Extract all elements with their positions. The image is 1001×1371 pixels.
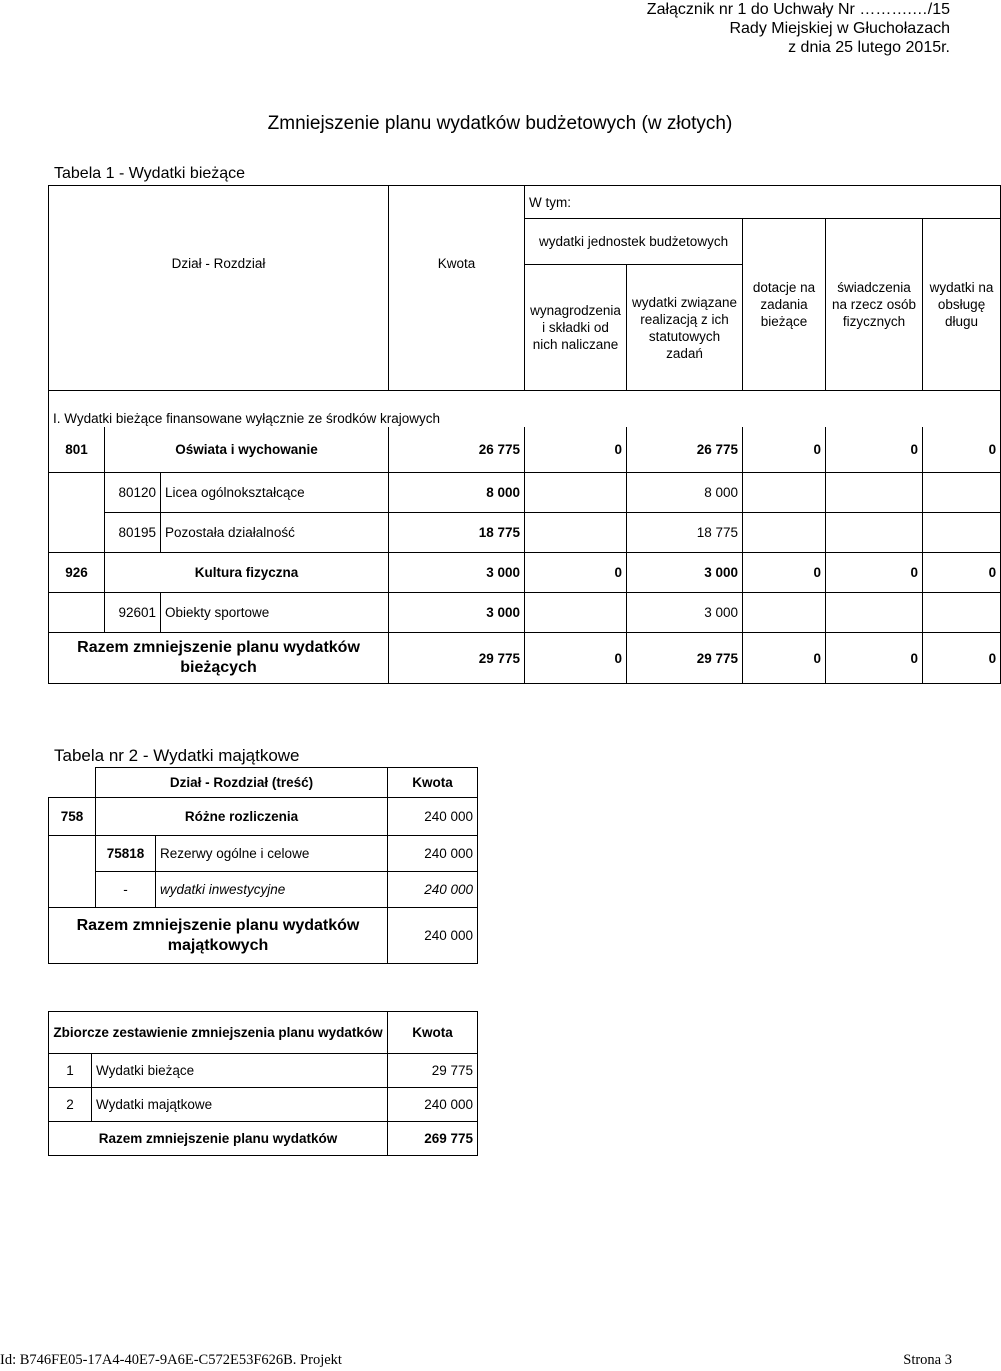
- row-name: Pozostała działalność: [161, 513, 389, 553]
- row-kwota: 8 000: [389, 473, 525, 513]
- t2-header-kwota: Kwota: [388, 768, 478, 798]
- row-code: 801: [49, 427, 105, 473]
- t2-row-name: Rezerwy ogólne i celowe: [156, 836, 388, 872]
- total-dlug: 0: [923, 633, 1001, 684]
- row-stat: 26 775: [627, 427, 743, 473]
- t2-row-kwota: 240 000: [388, 872, 478, 908]
- row-name: Kultura fizyczna: [105, 553, 389, 593]
- row-wyn: 0: [525, 427, 627, 473]
- total-wyn: 0: [525, 633, 627, 684]
- t2-row-kwota: 240 000: [388, 836, 478, 872]
- header-dlug: wydatki na obsługę długu: [923, 219, 1001, 391]
- total-kwota: 29 775: [389, 633, 525, 684]
- table-summary: [48, 1011, 478, 1156]
- page-title: Zmniejszenie planu wydatków budżetowych (w złotych): [267, 113, 733, 134]
- document-id: Id: B746FE05-17A4-40E7-9A6E-C572E53F626B. Projekt: [0, 1352, 342, 1368]
- table1-caption: Tabela 1 - Wydatki bieżące: [54, 165, 246, 182]
- row-code: 926: [49, 553, 105, 593]
- table-capital-expenses: [48, 767, 478, 964]
- t2-row-code: -: [96, 872, 156, 908]
- t3-row-name: Wydatki bieżące: [92, 1054, 388, 1088]
- t3-header-kwota: Kwota: [388, 1012, 478, 1054]
- row-wyn: 0: [525, 553, 627, 593]
- header-line2: Rady Miejskiej w Głuchołazach: [729, 20, 950, 37]
- header-jednostek: wydatki jednostek budżetowych: [525, 219, 743, 265]
- row-kwota: 3 000: [389, 553, 525, 593]
- row-stat: 18 775: [627, 513, 743, 553]
- row-swi: 0: [826, 553, 923, 593]
- row-dlug: 0: [923, 553, 1001, 593]
- total-label: Razem zmniejszenie planu wydatków bieżących: [49, 633, 389, 684]
- t3-header-title: Zbiorcze zestawienie zmniejszenia planu wydatków: [49, 1012, 388, 1054]
- row-kwota: 26 775: [389, 427, 525, 473]
- t2-row-name: Różne rozliczenia: [96, 798, 388, 836]
- t3-row-name: Wydatki majątkowe: [92, 1088, 388, 1122]
- row-dlug: 0: [923, 427, 1001, 473]
- t2-total-label: Razem zmniejszenie planu wydatków majątkowych: [49, 908, 388, 964]
- table-current-expenses: [48, 185, 1001, 684]
- total-stat: 29 775: [627, 633, 743, 684]
- header-swiadczenia: świadczenia na rzecz osób fizycznych: [826, 219, 923, 391]
- t2-header-dzial: Dział - Rozdział (treść): [96, 768, 388, 798]
- row-code: 80195: [105, 513, 161, 553]
- t2-row-name: wydatki inwestycyjne: [156, 872, 388, 908]
- page-number: Strona 3: [903, 1352, 952, 1368]
- section-label: I. Wydatki bieżące finansowane wyłącznie ze środków krajowych: [49, 391, 1001, 427]
- row-stat: 3 000: [627, 593, 743, 633]
- row-code: 92601: [105, 593, 161, 633]
- row-kwota: 3 000: [389, 593, 525, 633]
- row-kwota: 18 775: [389, 513, 525, 553]
- row-name: Obiekty sportowe: [161, 593, 389, 633]
- row-swi: 0: [826, 427, 923, 473]
- t2-row-kwota: 240 000: [388, 798, 478, 836]
- row-stat: 8 000: [627, 473, 743, 513]
- t3-row-num: 1: [49, 1054, 92, 1088]
- header-dotacje: dotacje na zadania bieżące: [743, 219, 826, 391]
- attachment-header: [647, 0, 950, 57]
- header-dzial: Dział - Rozdział: [49, 186, 389, 391]
- t2-row-code: 75818: [96, 836, 156, 872]
- row-dot: 0: [743, 427, 826, 473]
- row-stat: 3 000: [627, 553, 743, 593]
- total-swi: 0: [826, 633, 923, 684]
- t3-row-kwota: 240 000: [388, 1088, 478, 1122]
- table2-caption: Tabela nr 2 - Wydatki majątkowe: [54, 746, 300, 765]
- header-line3: z dnia 25 lutego 2015r.: [788, 39, 950, 56]
- header-line1: Załącznik nr 1 do Uchwały Nr ……….…/15: [646, 1, 950, 18]
- t3-total-kwota: 269 775: [388, 1122, 478, 1156]
- row-name: Licea ogólnokształcące: [161, 473, 389, 513]
- t3-row-num: 2: [49, 1088, 92, 1122]
- header-wynagrodzenia: wynagrodzenia i składki od nich naliczane: [525, 265, 627, 391]
- total-dot: 0: [743, 633, 826, 684]
- header-wtym: W tym:: [525, 186, 1001, 219]
- row-code: 80120: [105, 473, 161, 513]
- row-name: Oświata i wychowanie: [105, 427, 389, 473]
- header-kwota: Kwota: [389, 186, 525, 391]
- header-statutowych: wydatki związane realizacją z ich statutowych zadań: [627, 265, 743, 391]
- t3-total-label: Razem zmniejszenie planu wydatków: [49, 1122, 388, 1156]
- t3-row-kwota: 29 775: [388, 1054, 478, 1088]
- t2-row-code: 758: [49, 798, 96, 836]
- row-dot: 0: [743, 553, 826, 593]
- t2-total-kwota: 240 000: [388, 908, 478, 964]
